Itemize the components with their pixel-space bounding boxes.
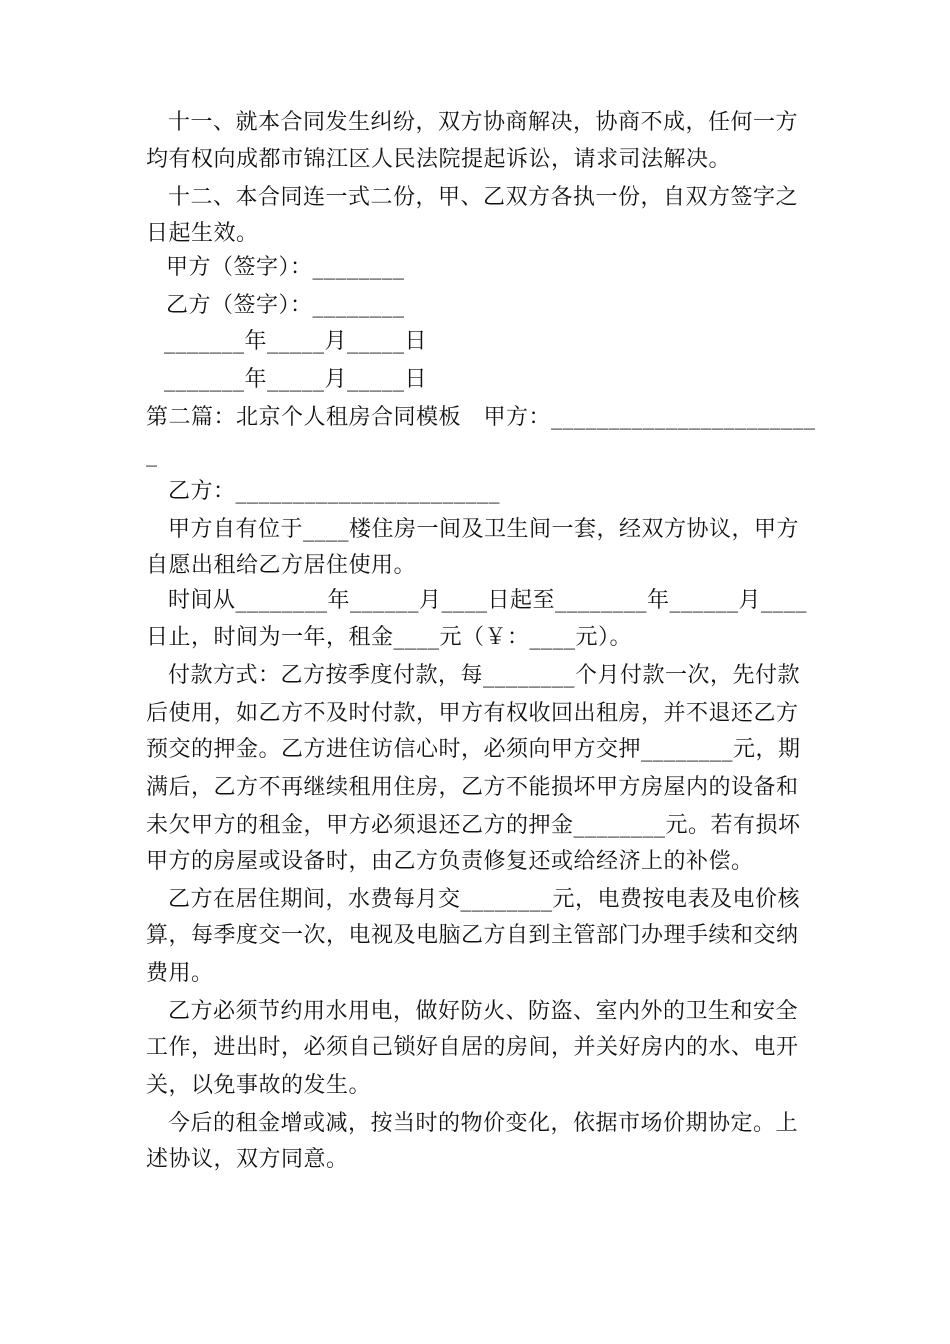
date-line: _______年_____月_____日 bbox=[164, 367, 428, 392]
text-line: 日起生效。 bbox=[146, 221, 259, 246]
text-line: 均有权向成都市锦江区人民法院提起诉讼，请求司法解决。 bbox=[146, 147, 732, 172]
text-line: 乙方在居住期间，水费每月交________元，电费按电表及电价核 bbox=[168, 887, 801, 912]
text-line: 日止，时间为一年，租金____元（￥：____元）。 bbox=[146, 625, 633, 650]
text-line: 十一、就本合同发生纠纷，双方协商解决，协商不成，任何一方 bbox=[168, 110, 799, 135]
text-line: _ bbox=[146, 442, 158, 467]
text-line: 述协议，双方同意。 bbox=[146, 1147, 349, 1172]
text-line: 关，以免事故的发生。 bbox=[146, 1073, 372, 1098]
text-line: 时间从________年______月____日起至________年______月____ bbox=[168, 588, 808, 613]
text-line: 自愿出租给乙方居住使用。 bbox=[146, 553, 417, 578]
text-line: 今后的租金增或减，按当时的物价变化，依据市场价期协定。上 bbox=[168, 1111, 799, 1136]
party-b-line: 乙方：_______________________ bbox=[168, 479, 501, 504]
text-line: 工作，进出时，必须自己锁好自居的房间，并关好房内的水、电开 bbox=[146, 1035, 799, 1060]
signature-line-party-a: 甲方（签字）：________ bbox=[166, 255, 405, 280]
text-line: 甲方的房屋或设备时，由乙方负责修复还或给经济上的补偿。 bbox=[146, 849, 754, 874]
text-line: 费用。 bbox=[146, 961, 214, 986]
text-line: 后使用，如乙方不及时付款，甲方有权收回出租房，并不退还乙方 bbox=[146, 701, 799, 726]
signature-line-party-b: 乙方（签字）：________ bbox=[166, 293, 405, 318]
date-line: _______年_____月_____日 bbox=[164, 329, 428, 354]
text-line: 甲方自有位于____楼住房一间及卫生间一套，经双方协议，甲方 bbox=[168, 517, 800, 542]
text-line: 未欠甲方的租金，甲方必须退还乙方的押金________元。若有损坏 bbox=[146, 813, 801, 838]
text-line: 预交的押金。乙方进住访信心时，必须向甲方交押________元，期 bbox=[146, 737, 801, 762]
text-line: 乙方必须节约用水用电，做好防火、防盗、室内外的卫生和安全 bbox=[168, 999, 799, 1024]
text-line: 满后，乙方不再继续租用住房，乙方不能损坏甲方房屋内的设备和 bbox=[146, 775, 799, 800]
text-line: 十二、本合同连一式二份，甲、乙双方各执一份，自双方签字之 bbox=[168, 185, 799, 210]
text-line: 算，每季度交一次，电视及电脑乙方自到主管部门办理手续和交纳 bbox=[146, 923, 799, 948]
text-line: 付款方式：乙方按季度付款，每________个月付款一次，先付款 bbox=[168, 663, 801, 688]
section-heading: 第二篇：北京个人租房合同模板 甲方：_______________________ bbox=[146, 405, 816, 430]
